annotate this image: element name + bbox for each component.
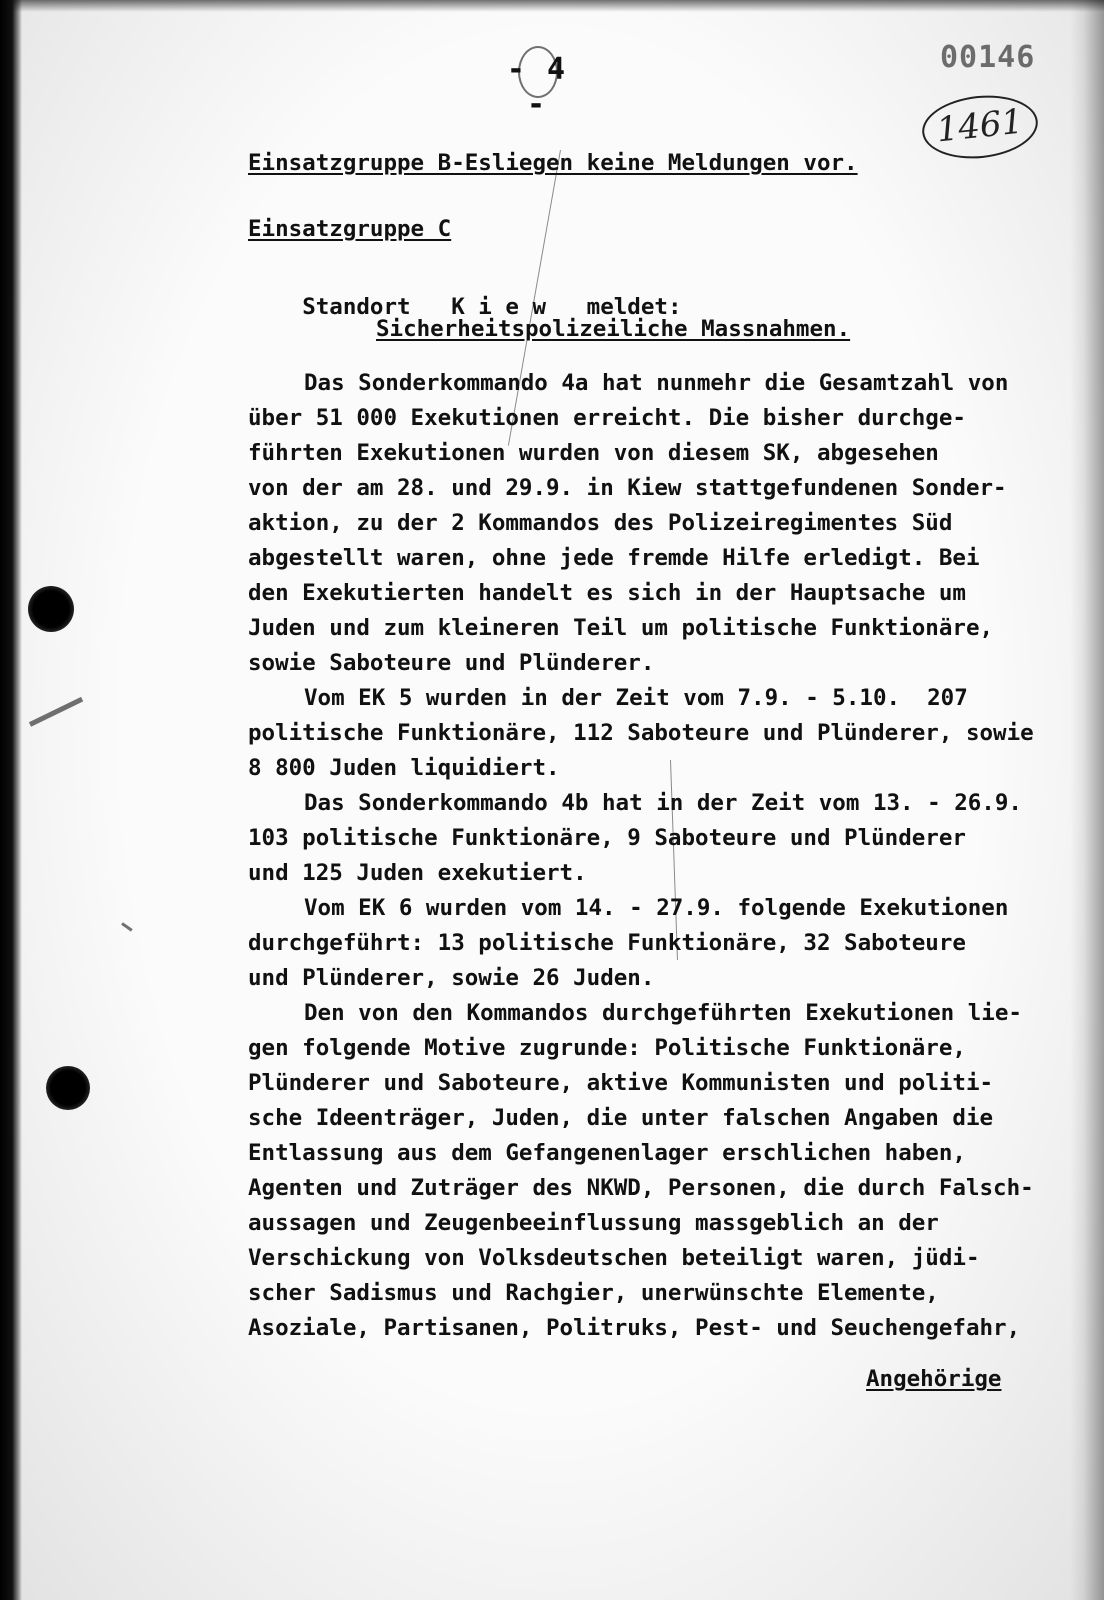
body-line: gen folgende Motive zugrunde: Politische Funktionäre, — [248, 1035, 966, 1061]
punch-hole-lower — [46, 1066, 90, 1110]
ink-smudge-small — [121, 922, 133, 931]
body-line: durchgeführt: 13 politische Funktionäre, 32 Saboteure — [248, 930, 966, 956]
body-line: Das Sonderkommando 4a hat nunmehr die Gesamtzahl von — [304, 370, 1009, 396]
einsatzgruppe-c-heading: Einsatzgruppe C — [248, 216, 452, 242]
ink-smudge — [29, 697, 83, 727]
body-line: Juden und zum kleineren Teil um politische Funktionäre, — [248, 615, 994, 641]
scan-right-shadow — [1070, 0, 1104, 1600]
body-line: Plünderer und Saboteure, aktive Kommunisten und politi- — [248, 1070, 994, 1096]
catchword-next-page: Angehörige — [866, 1366, 1002, 1392]
einsatzgruppe-b-line: Einsatzgruppe B-Esliegen keine Meldungen vor. — [248, 150, 858, 176]
location-label: Standort — [302, 294, 411, 320]
scan-top-shadow — [0, 0, 1104, 12]
body-line: scher Sadismus und Rachgier, unerwünschte Elemente, — [248, 1280, 939, 1306]
body-line: und Plünderer, sowie 26 Juden. — [248, 965, 655, 991]
body-line: den Exekutierten handelt es sich in der Hauptsache um — [248, 580, 966, 606]
punch-hole-upper — [28, 586, 74, 632]
archive-stamp-number: 00146 — [940, 40, 1036, 75]
body-line: politische Funktionäre, 112 Saboteure und Plünderer, sowie — [248, 720, 1034, 746]
body-line: über 51 000 Exekutionen erreicht. Die bisher durchge- — [248, 405, 966, 431]
body-line: Agenten und Zuträger des NKWD, Personen, die durch Falsch- — [248, 1175, 1034, 1201]
body-line: 103 politische Funktionäre, 9 Saboteure und Plünderer — [248, 825, 966, 851]
body-line: Entlassung aus dem Gefangenenlager erschlichen haben, — [248, 1140, 966, 1166]
body-line: sowie Saboteure und Plünderer. — [248, 650, 655, 676]
body-line: Vom EK 5 wurden in der Zeit vom 7.9. - 5.10. 207 — [304, 685, 968, 711]
body-line: Asoziale, Partisanen, Politruks, Pest- und Seuchengefahr, — [248, 1315, 1021, 1341]
body-line: aussagen und Zeugenbeeinflussung massgeblich an der — [248, 1210, 939, 1236]
body-line: Den von den Kommandos durchgeführten Exekutionen lie- — [304, 1000, 1022, 1026]
scan-left-border — [0, 0, 22, 1600]
body-line: von der am 28. und 29.9. in Kiew stattgefundenen Sonder- — [248, 475, 1007, 501]
handwritten-folio-number: 1461 — [919, 90, 1041, 164]
body-line: Verschickung von Volksdeutschen beteiligt waren, jüdi- — [248, 1245, 980, 1271]
body-line: 8 800 Juden liquidiert. — [248, 755, 560, 781]
location-verb: meldet: — [586, 294, 682, 320]
body-line: abgestellt waren, ohne jede fremde Hilfe erledigt. Bei — [248, 545, 980, 571]
body-line: aktion, zu der 2 Kommandos des Polizeiregimentes Süd — [248, 510, 953, 536]
body-line: sche Ideenträger, Juden, die unter falschen Angaben die — [248, 1105, 994, 1131]
page-number: - 4 - — [506, 52, 568, 122]
location-city: K i e w — [451, 294, 547, 320]
body-line: Vom EK 6 wurden vom 14. - 27.9. folgende Exekutionen — [304, 895, 1009, 921]
body-line: führten Exekutionen wurden von diesem SK, abgesehen — [248, 440, 939, 466]
body-line: und 125 Juden exekutiert. — [248, 860, 587, 886]
section-heading: Sicherheitspolizeiliche Massnahmen. — [376, 316, 851, 342]
body-line: Das Sonderkommando 4b hat in der Zeit vom 13. - 26.9. — [304, 790, 1022, 816]
